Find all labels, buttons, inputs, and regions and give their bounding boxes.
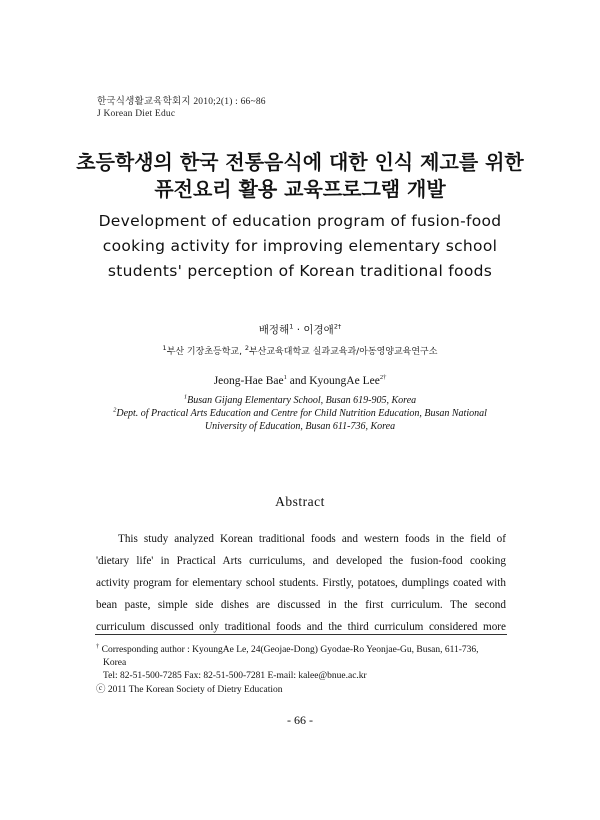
korean-affil-2: 부산교육대학교 실과교육과/아동영양교육연구소 [248, 347, 438, 357]
journal-header [97, 96, 266, 120]
english-affil-1-text: Busan Gijang Elementary School, Busan 619-905, Korea [187, 395, 417, 406]
korean-title-line-2: 퓨전요리 활용 교육프로그램 개발 [154, 177, 446, 201]
english-affil-2-sup: 2 [113, 406, 117, 414]
abstract-line: 'dietary life' in Practical Arts curriculums, and developed the fusion-food cooking [96, 555, 506, 567]
korean-affil-1: 부산 기장초등학교, [166, 347, 245, 357]
footnote-divider [95, 634, 507, 635]
footnote-corresponding [96, 644, 479, 656]
abstract-line: This study analyzed Korean traditional foods and western foods in the field of [118, 533, 506, 545]
english-title-line-2: cooking activity for improving elementary school [102, 237, 498, 255]
footnote-contact: Tel: 82-51-500-7285 Fax: 82-51-500-7281 E-mail: kalee@bnue.ac.kr [103, 671, 367, 681]
footnote-country: Korea [103, 658, 127, 668]
english-affil-2-line-1: Dept. of Practical Arts Education and Centre for Child Nutrition Education, Busan National [116, 408, 487, 419]
english-title-line-1: Development of education program of fusion-food [98, 212, 502, 230]
corresponding-author-text: Corresponding author : KyoungAe Le, 24(Geojae-Dong) Gyodae-Ro Yeonjae-Gu, Busan, 611-736, [99, 645, 479, 655]
korean-title-line-1: 초등학생의 한국 전통음식에 대한 인식 제고를 위한 [76, 150, 524, 174]
korean-affil-1-sup: 1 [162, 344, 167, 352]
korean-author-2-sup: 2† [333, 322, 342, 331]
english-author-1-sup: 1 [283, 374, 287, 382]
english-authors [40, 375, 560, 387]
korean-authors [40, 322, 560, 337]
english-author-and: and [286, 375, 310, 387]
journal-citation: 한국식생활교육학회지 2010;2(1) : 66~86 [97, 97, 266, 107]
english-affil-2-line-2: University of Education, Busan 611-736, Korea [204, 421, 396, 432]
korean-author-separator: · [293, 324, 304, 336]
english-affil-2 [90, 407, 510, 433]
english-author-2: KyoungAe Lee [309, 375, 380, 387]
english-affil-1-sup: 1 [183, 393, 188, 401]
abstract-line: activity program for elementary school students. Firstly, potatoes, dumplings coated with [96, 577, 506, 589]
english-title-line-3: students' perception of Korean traditional foods [107, 262, 493, 280]
korean-author-1: 배정해 [258, 324, 290, 336]
page-number: - 66 - [287, 713, 313, 727]
abstract-line: bean paste, simple side dishes are discussed in the first curriculum. The second [96, 599, 506, 611]
english-author-1: Jeong-Hae Bae [213, 375, 284, 387]
korean-affil-2-sup: 2 [244, 344, 249, 352]
english-affil-1 [90, 394, 510, 407]
korean-author-1-sup: 1 [289, 322, 294, 331]
abstract-heading: Abstract [275, 494, 325, 509]
korean-affiliations [40, 344, 560, 357]
korean-author-2: 이경애 [303, 324, 334, 336]
abstract-line: curriculum discussed only traditional foods and the third curriculum considered more [96, 621, 506, 633]
english-author-2-sup: 2† [379, 374, 387, 382]
dagger-mark: † [96, 642, 100, 650]
footnote-copyright: ⓒ 2011 The Korean Society of Dietry Education [96, 685, 283, 695]
journal-abbrev: J Korean Diet Educ [97, 109, 176, 119]
